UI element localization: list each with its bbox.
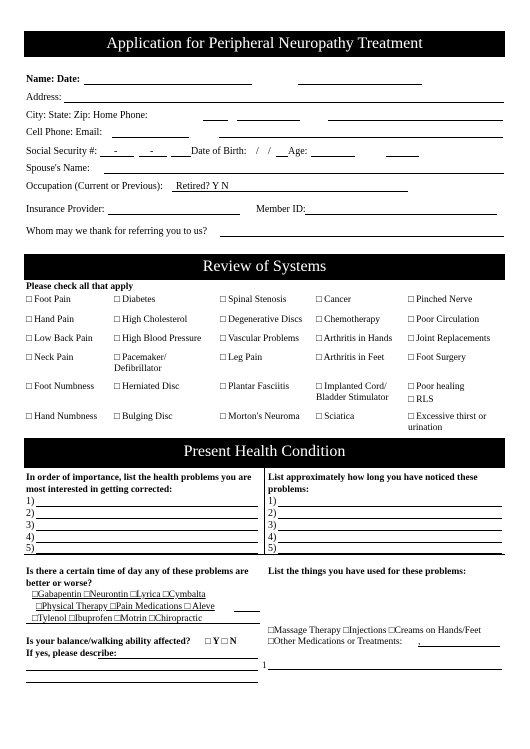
other-treatments-2[interactable]: □Other Medications or Treatments: bbox=[268, 637, 403, 647]
ros-high-cholesterol[interactable]: □ High Cholesterol bbox=[114, 315, 188, 325]
right-question: List approximately how long you have noticed these problems: bbox=[268, 473, 478, 495]
ros-pacemaker[interactable]: □ Pacemaker/ Defibrillator bbox=[114, 353, 167, 374]
ros-hand-numbness[interactable]: □ Hand Numbness bbox=[26, 412, 98, 422]
ros-arthritis-feet[interactable]: □ Arthritis in Feet bbox=[316, 353, 385, 363]
ros-low-back-pain[interactable]: □ Low Back Pain bbox=[26, 334, 93, 344]
ros-hand-pain[interactable]: □ Hand Pain bbox=[26, 315, 74, 325]
ros-foot-pain[interactable]: □ Foot Pain bbox=[26, 295, 71, 305]
form-title: Application for Peripheral Neuropathy Treatment bbox=[24, 31, 505, 57]
age-field[interactable] bbox=[311, 156, 355, 157]
ros-foot-surgery[interactable]: □ Foot Surgery bbox=[408, 353, 466, 363]
cell-field-2[interactable] bbox=[219, 137, 503, 138]
name-field[interactable] bbox=[84, 84, 252, 85]
city-field-3[interactable] bbox=[328, 120, 503, 121]
address-label: Address: bbox=[26, 92, 62, 103]
ros-poor-healing[interactable]: □ Poor healing bbox=[408, 382, 465, 392]
left-num-5: 5) bbox=[26, 543, 35, 554]
referral-label: Whom may we thank for referring you to us? bbox=[26, 226, 208, 237]
ros-herniated-disc[interactable]: □ Herniated Disc bbox=[114, 382, 180, 392]
date-field[interactable] bbox=[298, 84, 422, 85]
retired-label: Retired? Y N bbox=[176, 181, 229, 192]
ros-mortons-neuroma[interactable]: □ Morton's Neuroma bbox=[220, 412, 300, 422]
describe-line-3[interactable] bbox=[26, 682, 258, 683]
ros-chemotherapy[interactable]: □ Chemotherapy bbox=[316, 315, 381, 325]
time-question: Is there a certain time of day any of these problems are better or worse? bbox=[26, 567, 249, 589]
address-field[interactable] bbox=[64, 102, 504, 103]
city-label: City: State: Zip: Home Phone: bbox=[26, 110, 148, 121]
age-label: Age: bbox=[288, 146, 308, 157]
right-line-2[interactable] bbox=[278, 518, 502, 519]
balance-question: Is your balance/walking ability affected? bbox=[26, 637, 191, 647]
ssn-label: Social Security #: bbox=[26, 146, 98, 157]
ssn-line-extra[interactable] bbox=[386, 156, 419, 157]
occupation-label: Occupation (Current or Previous): bbox=[26, 181, 163, 192]
ssn-dash-1: - bbox=[114, 146, 118, 157]
describe-line-1[interactable] bbox=[98, 658, 258, 659]
insurance-label: Insurance Provider: bbox=[26, 204, 105, 215]
right-line-3[interactable] bbox=[278, 530, 502, 531]
ros-poor-circulation[interactable]: □ Poor Circulation bbox=[408, 315, 480, 325]
left-line-5[interactable] bbox=[36, 553, 258, 554]
ros-plantar-fasciitis[interactable]: □ Plantar Fasciitis bbox=[220, 382, 290, 392]
meds-row-3-line[interactable] bbox=[26, 623, 260, 624]
ros-cancer[interactable]: □ Cancer bbox=[316, 295, 352, 305]
present-title: Present Health Condition bbox=[24, 438, 505, 468]
member-field[interactable] bbox=[305, 214, 497, 215]
meds-row-2-line[interactable] bbox=[234, 611, 260, 612]
right-line-5[interactable] bbox=[278, 553, 502, 554]
ros-excessive-thirst[interactable]: □ Excessive thirst or urination bbox=[408, 412, 487, 433]
dob-sep-2: / bbox=[268, 146, 271, 157]
column-divider bbox=[264, 468, 265, 554]
meds-row-3[interactable]: □Tylenol □Ibuprofen □Motrin □Chiropractic bbox=[32, 614, 203, 624]
used-question: List the things you have used for these problems: bbox=[268, 567, 467, 577]
ros-foot-numbness[interactable]: □ Foot Numbness bbox=[26, 382, 95, 392]
ros-implanted-cord[interactable]: □ Implanted Cord/ Bladder Stimulator bbox=[316, 382, 389, 403]
section-divider bbox=[24, 554, 505, 555]
meds-row-1[interactable]: □Gabapentin □Neurontin □Lyrica □Cymbalta bbox=[32, 590, 206, 600]
ros-spinal-stenosis[interactable]: □ Spinal Stenosis bbox=[220, 295, 287, 305]
spouse-label: Spouse's Name: bbox=[26, 163, 90, 174]
ssn-part-3[interactable] bbox=[171, 156, 191, 157]
right-num-5: 5) bbox=[268, 543, 277, 554]
dob-sep-1: / bbox=[256, 146, 259, 157]
left-num-2: 2) bbox=[26, 508, 35, 519]
ros-pinched-nerve[interactable]: □ Pinched Nerve bbox=[408, 295, 473, 305]
left-line-3[interactable] bbox=[36, 530, 258, 531]
right-line-4[interactable] bbox=[278, 542, 502, 543]
right-num-3: 3) bbox=[268, 520, 277, 531]
dob-year-field[interactable] bbox=[276, 156, 288, 157]
member-label: Member ID: bbox=[256, 204, 306, 215]
ros-diabetes[interactable]: □ Diabetes bbox=[114, 295, 156, 305]
meds-row-2[interactable]: □Physical Therapy □Pain Medications □ Aleve bbox=[36, 602, 215, 612]
ros-degenerative-discs[interactable]: □ Degenerative Discs bbox=[220, 315, 303, 325]
stray-mark: 1 bbox=[262, 660, 267, 670]
dob-label: Date of Birth: bbox=[191, 146, 247, 157]
other-extra-line[interactable] bbox=[268, 669, 502, 670]
left-question: In order of importance, list the health problems you are most interested in getting corrected: bbox=[26, 473, 252, 495]
ssn-dash-2: - bbox=[150, 146, 154, 157]
left-num-3: 3) bbox=[26, 520, 35, 531]
home-phone-field[interactable] bbox=[203, 120, 228, 121]
left-line-2[interactable] bbox=[36, 518, 258, 519]
ros-vascular-problems[interactable]: □ Vascular Problems bbox=[220, 334, 299, 344]
balance-options[interactable]: □ Y □ N bbox=[205, 637, 237, 647]
name-date-label: Name: Date: bbox=[26, 74, 81, 85]
left-num-1: 1) bbox=[26, 496, 35, 507]
insurance-field[interactable] bbox=[108, 214, 240, 215]
ros-joint-replacements[interactable]: □ Joint Replacements bbox=[408, 334, 491, 344]
ros-rls[interactable]: □ RLS bbox=[408, 395, 434, 405]
left-line-1[interactable] bbox=[36, 506, 258, 507]
describe-line-2[interactable] bbox=[26, 670, 258, 671]
other-treatments-line[interactable] bbox=[418, 646, 500, 647]
describe-label: If yes, please describe: bbox=[26, 649, 117, 659]
city-field-2[interactable] bbox=[237, 120, 300, 121]
right-num-1: 1) bbox=[268, 496, 277, 507]
ros-bulging-disc[interactable]: □ Bulging Disc bbox=[114, 412, 173, 422]
left-num-4: 4) bbox=[26, 532, 35, 543]
review-instruction: Please check all that apply bbox=[26, 282, 134, 292]
right-num-4: 4) bbox=[268, 532, 277, 543]
ros-leg-pain[interactable]: □ Leg Pain bbox=[220, 353, 263, 363]
ros-high-blood-pressure[interactable]: □ High Blood Pressure bbox=[114, 334, 202, 344]
review-title: Review of Systems bbox=[24, 254, 505, 280]
right-num-2: 2) bbox=[268, 508, 277, 519]
cell-label: Cell Phone: Email: bbox=[26, 127, 103, 138]
email-field[interactable] bbox=[112, 137, 189, 138]
referral-field[interactable] bbox=[220, 236, 504, 237]
other-treatments-comma: , bbox=[418, 637, 421, 647]
ros-sciatica[interactable]: □ Sciatica bbox=[316, 412, 355, 422]
occupation-field[interactable] bbox=[172, 191, 408, 192]
other-treatments-1[interactable]: □Massage Therapy □Injections □Creams on Hands/Feet bbox=[268, 626, 482, 636]
ros-neck-pain[interactable]: □ Neck Pain bbox=[26, 353, 74, 363]
spouse-field[interactable] bbox=[104, 173, 504, 174]
ros-arthritis-hands[interactable]: □ Arthritis in Hands bbox=[316, 334, 393, 344]
left-line-4[interactable] bbox=[36, 542, 258, 543]
right-line-1[interactable] bbox=[278, 506, 502, 507]
